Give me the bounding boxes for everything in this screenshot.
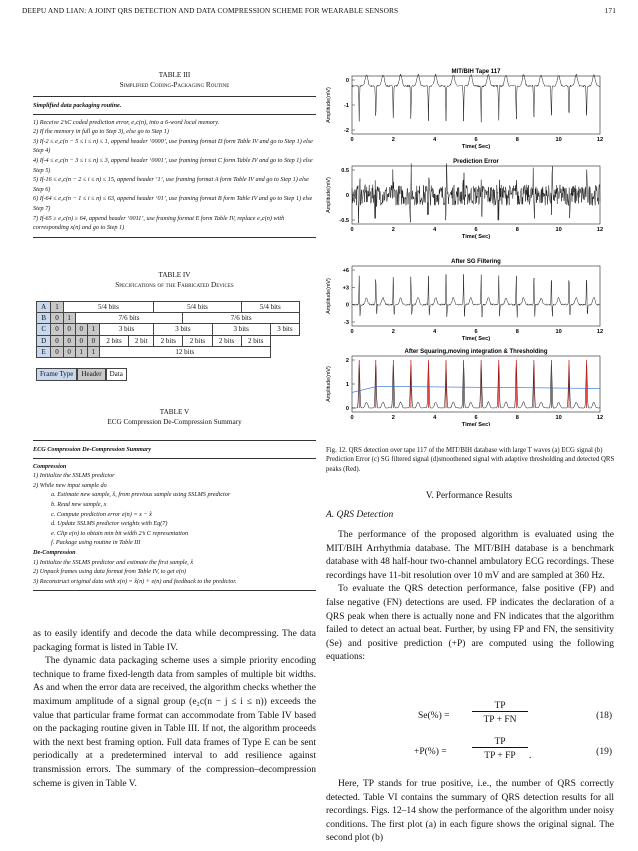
x-tick-label: 2 <box>391 415 395 421</box>
x-tick-label: 6 <box>474 415 478 421</box>
x-axis-label: Time( Sec) <box>461 234 491 240</box>
data-cell: 3 bits <box>270 324 299 335</box>
table3-step: 2) If the memory in full go to Step 3), else go to Step 1) <box>33 128 169 136</box>
decompression-step: 1) Initialize the SSLMS predictor and estimate the first sample, x̂ <box>33 558 194 566</box>
table3-heading: Simplified data packaging routine. <box>33 102 122 109</box>
x-tick-label: 8 <box>515 415 519 421</box>
decompression-step: 2) Unpack frames using data format from Table IV, to get e(n) <box>33 568 187 576</box>
x-tick-label: 10 <box>555 137 562 143</box>
x-tick-label: 4 <box>433 227 437 233</box>
x-tick-label: 12 <box>596 329 604 335</box>
right-body-text-2 <box>326 778 614 846</box>
threshold-line <box>352 386 600 392</box>
header-cell: 0 <box>75 335 87 346</box>
table3-step: 5) If-16 ≤ e₂c(n − 2 ≤ i ≤ n) ≤ 15, append header ‘1’, use framing format A form Table IV and go to Step 1) else Step 6) <box>33 176 309 193</box>
signal-trace <box>352 74 600 122</box>
y-tick-label: -2 <box>344 128 349 134</box>
table3-step: 6) If-64 ≤ e₂c(n − 1 ≤ i ≤ n) ≤ 63, append header ‘01’, use framing format B form Table IV and go to Step 1) else Step 7) <box>33 195 313 212</box>
header-cell: 0 <box>51 313 63 324</box>
table5-bottom-rule <box>33 590 316 591</box>
decompression-step: 3) Reconstruct original data with x(n) = x̂(n) + e(n) and feedback to the predictor. <box>33 577 237 585</box>
x-tick-label: 2 <box>391 329 395 335</box>
table3-steps <box>33 115 316 233</box>
eq19-lhs: +P(%) = <box>414 747 447 757</box>
x-tick-label: 12 <box>596 415 604 421</box>
ecg-panel <box>326 259 603 342</box>
eq19-den: TP + FP <box>484 751 516 761</box>
right-body-text <box>326 529 614 665</box>
x-tick-label: 12 <box>596 137 604 143</box>
data-cell: 3 bits <box>99 324 153 335</box>
table4-grid <box>36 301 300 358</box>
section-title: V. Performance Results <box>425 490 513 500</box>
table4-row <box>37 346 300 357</box>
table4-row <box>37 302 300 313</box>
data-cell: 2 bits <box>99 335 128 346</box>
running-header <box>22 6 616 15</box>
x-tick-label: 4 <box>433 415 437 421</box>
table3-caption <box>33 70 316 90</box>
right-paragraph: Here, TP stands for true positive, i.e., the number of QRS correctly detected. Table VI contains the summary of QRS detection results for all recordings. Figs. 12–14 show the performance of the algorithm under noisy conditions. The first plot (a) in each figure shows the original signal. The second plot (b) <box>326 779 614 844</box>
x-tick-label: 0 <box>350 329 354 335</box>
compression-substep: d. Update SSLMS predictor weights with Eq(7) <box>51 520 168 528</box>
x-tick-label: 10 <box>555 227 562 233</box>
x-tick-label: 0 <box>350 415 354 421</box>
table4-row <box>37 335 300 346</box>
panel-title: After Squaring,moving integration & Thresholding <box>404 349 548 355</box>
x-tick-label: 8 <box>515 227 519 233</box>
data-cell: 2 bits <box>154 335 183 346</box>
table3-title: Simplified Coding-Packaging Routine <box>119 81 230 89</box>
table4-row <box>37 324 300 335</box>
eq18-lhs: Se(%) = <box>418 711 450 721</box>
eq18-number: (18) <box>596 711 612 721</box>
data-cell: 2 bits <box>183 335 212 346</box>
x-axis-label: Time( Sec) <box>461 144 491 150</box>
equation-18 <box>326 701 614 737</box>
panel-title: MIT/BIH Tape 117 <box>451 69 501 75</box>
compression-substep: b. Read new sample, x <box>51 500 107 508</box>
compression-title: Compression <box>33 462 67 470</box>
compression-substep: e. Clip e(n) to obtain min bit width 2’s C representation <box>51 529 189 537</box>
left-body-text <box>33 628 316 791</box>
x-axis-label: Time( Sec) <box>461 336 491 342</box>
compression-step: 1) Initialize the SSLMS predictor <box>33 472 115 480</box>
table3-label: TABLE III <box>158 71 191 79</box>
running-title: DEEPU AND LIAN: A JOINT QRS DETECTION AND DATA COMPRESSION SCHEME FOR WEARABLE SENSORS <box>22 6 399 15</box>
frame-type-cell: B <box>37 313 51 324</box>
section-heading <box>322 490 616 500</box>
data-cell: 3 bits <box>212 324 270 335</box>
eq18-num: TP <box>472 701 528 712</box>
legend-frame-type: Frame Type <box>36 368 77 381</box>
frame-type-cell: A <box>37 302 51 313</box>
y-tick-label: +3 <box>342 285 349 292</box>
plot-frame <box>352 76 600 134</box>
header-cell: 0 <box>75 324 87 335</box>
header-cell: 0 <box>63 324 75 335</box>
table5-label: TABLE V <box>159 408 190 416</box>
x-tick-label: 6 <box>474 329 478 335</box>
x-tick-label: 6 <box>474 137 478 143</box>
compression-step: 2) While new input sample do <box>33 481 107 489</box>
equation-19 <box>326 737 614 773</box>
y-tick-label: 1 <box>345 382 349 388</box>
data-cell: 5/4 bits <box>241 302 299 313</box>
y-tick-label: 0 <box>345 302 349 309</box>
signal-trace <box>352 274 600 317</box>
data-cell: 12 bits <box>99 346 270 357</box>
table5-heading: ECG Compression De-Compression Summary <box>33 446 152 453</box>
x-tick-label: 8 <box>515 137 519 143</box>
y-tick-label: -3 <box>344 320 349 326</box>
x-tick-label: 4 <box>433 329 437 335</box>
table5-title: ECG Compression De-Compression Summary <box>107 418 242 426</box>
compression-substep: a. Estimate new sample, x̂, from previous sample using SSLMS predictor <box>51 491 231 499</box>
y-tick-label: 0 <box>345 406 349 412</box>
y-tick-label: 0.5 <box>341 168 349 174</box>
frame-type-cell: D <box>37 335 51 346</box>
table5-caption <box>33 407 316 427</box>
y-tick-label: 0 <box>345 78 349 84</box>
header-cell: 1 <box>87 324 99 335</box>
plot-frame <box>352 266 600 326</box>
right-paragraph: The performance of the proposed algorithm is evaluated using the MIT/BIH Arrhythmia database. The MIT/BIH database is a benchmark database with 48 half-hour two-channel ambulatory ECG recordings. These recordings have 11-bit resolution over 10 mV and are sampled at 360 Hz. <box>326 530 614 581</box>
y-axis-label: Amplitude(mV) <box>326 278 332 314</box>
table5-box <box>33 440 316 591</box>
data-cell: 7/6 bits <box>183 313 300 324</box>
subsection-heading: A. QRS Detection <box>326 510 394 520</box>
compression-substep: c. Compute prediction error e(n) = x − x̂ <box>51 510 152 518</box>
signal-trace <box>352 164 600 224</box>
header-cell: 1 <box>87 346 99 357</box>
plot-frame <box>352 356 600 412</box>
frame-type-cell: E <box>37 346 51 357</box>
table3-step: 4) If-4 ≤ e₂c(n − 3 ≤ i ≤ n) ≤ 3, append header ‘0001’, use framing format C form Table IV and go to Step 1) else Step 5) <box>33 156 313 174</box>
panel-title: After SG Filtering <box>451 259 501 265</box>
data-cell: 5/4 bits <box>63 302 154 313</box>
panel-title: Prediction Error <box>453 159 499 165</box>
table3-step: 7) If-65 ≥ e₂c(n) ≥ 64, append header ‘0011’, use framing format E form Table IV, replace e₂c(n) with corresponding x(n) and go to Step 1) <box>33 214 285 232</box>
header-cell: 0 <box>63 346 75 357</box>
left-paragraph: as to easily identify and decode the data while decompressing. The data packaging format is listed in Table IV. <box>33 629 316 653</box>
data-cell: 3 bits <box>154 324 212 335</box>
table4-caption <box>33 270 316 290</box>
data-cell: 7/6 bits <box>75 313 183 324</box>
decompression-title: De-Compression <box>33 548 76 556</box>
x-tick-label: 6 <box>474 227 478 233</box>
y-tick-label: -1 <box>344 103 349 109</box>
header-cell: 0 <box>51 324 63 335</box>
y-tick-label: 0 <box>345 193 349 199</box>
left-paragraph: The dynamic data packaging scheme uses a simple priority encoding technique to frame fixed-length data from samples of multiple bit widths. As and when the error data are received, the algorithm checks whether the maximum amplitude of a signal group (e₂c(n − j ≤ i ≤ n)) exceeds the value that particular frame format can accommodate from Table IV based on the packaging routine given in Table III. If not, the algorithm proceeds with the next best framing option. Full data frames of Type E can be sent periodically at a predetermined interval to add resilience against transmission errors. The summary of the compression–decompression scheme is given in Table V. <box>33 656 316 789</box>
x-axis-label: Time( Sec) <box>461 422 491 426</box>
y-axis-label: Amplitude(mV) <box>326 177 332 213</box>
x-tick-label: 10 <box>555 415 562 421</box>
x-tick-label: 0 <box>350 227 354 233</box>
legend-data: Data <box>106 368 127 381</box>
data-cell: 2 bits <box>212 335 241 346</box>
compression-substep: f. Package using routine in Table III <box>51 539 141 547</box>
header-cell: 1 <box>51 302 63 313</box>
table4-label: TABLE IV <box>158 271 191 279</box>
data-cell: 2 bit <box>129 335 154 346</box>
table3-bottom-rule <box>33 237 316 238</box>
ecg-panel <box>326 69 603 150</box>
eq19-period: . <box>529 751 532 761</box>
x-tick-label: 10 <box>555 329 562 335</box>
table3-step: 3) If-2 ≤ e₂c(n − 5 ≤ i ≤ n) ≤ 1, append header ‘0000’, use framing format D form Table IV and go to Step 1) else Step 4) <box>33 137 313 155</box>
y-tick-label: -0.5 <box>339 218 349 224</box>
x-tick-label: 0 <box>350 137 354 143</box>
x-tick-label: 8 <box>515 329 519 335</box>
x-tick-label: 2 <box>391 227 395 233</box>
y-tick-label: +6 <box>342 268 349 274</box>
y-tick-label: 2 <box>345 358 349 364</box>
table4-legend <box>36 368 127 381</box>
data-cell: 5/4 bits <box>154 302 241 313</box>
header-cell: 1 <box>75 346 87 357</box>
figure-12 <box>322 66 612 426</box>
eq19-number: (19) <box>596 747 612 757</box>
table4-title: Specifications of the Fabricated Devices <box>115 281 234 289</box>
right-paragraph: To evaluate the QRS detection performance, false positive (FP) and false negative (FN) detections are used. FP indicates the declaration of a QRS peak when there is actually none and FN indicates that the algorithm failed to detect an actual beat. Further, by using FP and FN, the sensitivity (Se) and positive prediction (+P) are computed using the following equations: <box>326 584 614 663</box>
table5-body <box>33 459 316 587</box>
eq19-num: TP <box>472 737 528 748</box>
y-axis-label: Amplitude(mV) <box>326 87 332 123</box>
frame-type-cell: C <box>37 324 51 335</box>
figure-caption: Fig. 12. QRS detection over tape 117 of the MIT/BIH database with large T waves (a) ECG signal (b) Prediction Error (c) SG filtered signal (d)smoothened signal with adaptive thresholding and detected QRS peaks (Red). <box>326 447 615 473</box>
x-tick-label: 12 <box>596 227 604 233</box>
legend-header: Header <box>77 368 105 381</box>
header-cell: 0 <box>51 346 63 357</box>
header-cell: 0 <box>51 335 63 346</box>
y-axis-label: Amplitude(mV) <box>326 366 332 402</box>
x-tick-label: 2 <box>391 137 395 143</box>
x-tick-label: 4 <box>433 137 437 143</box>
header-cell: 0 <box>87 335 99 346</box>
table3-box <box>33 96 316 238</box>
page-number: 171 <box>604 6 616 15</box>
ecg-panel <box>326 349 603 426</box>
eq18-den: TP + FN <box>483 715 517 725</box>
ecg-panel <box>326 159 603 240</box>
signal-trace <box>352 362 600 408</box>
table3-step: 1) Receive 2’sC coded prediction error, e₂c(n), into a 6-word local memory. <box>33 118 220 126</box>
data-cell: 2 bits <box>241 335 270 346</box>
header-cell: 0 <box>63 335 75 346</box>
table4-row <box>37 313 300 324</box>
header-cell: 1 <box>63 313 75 324</box>
